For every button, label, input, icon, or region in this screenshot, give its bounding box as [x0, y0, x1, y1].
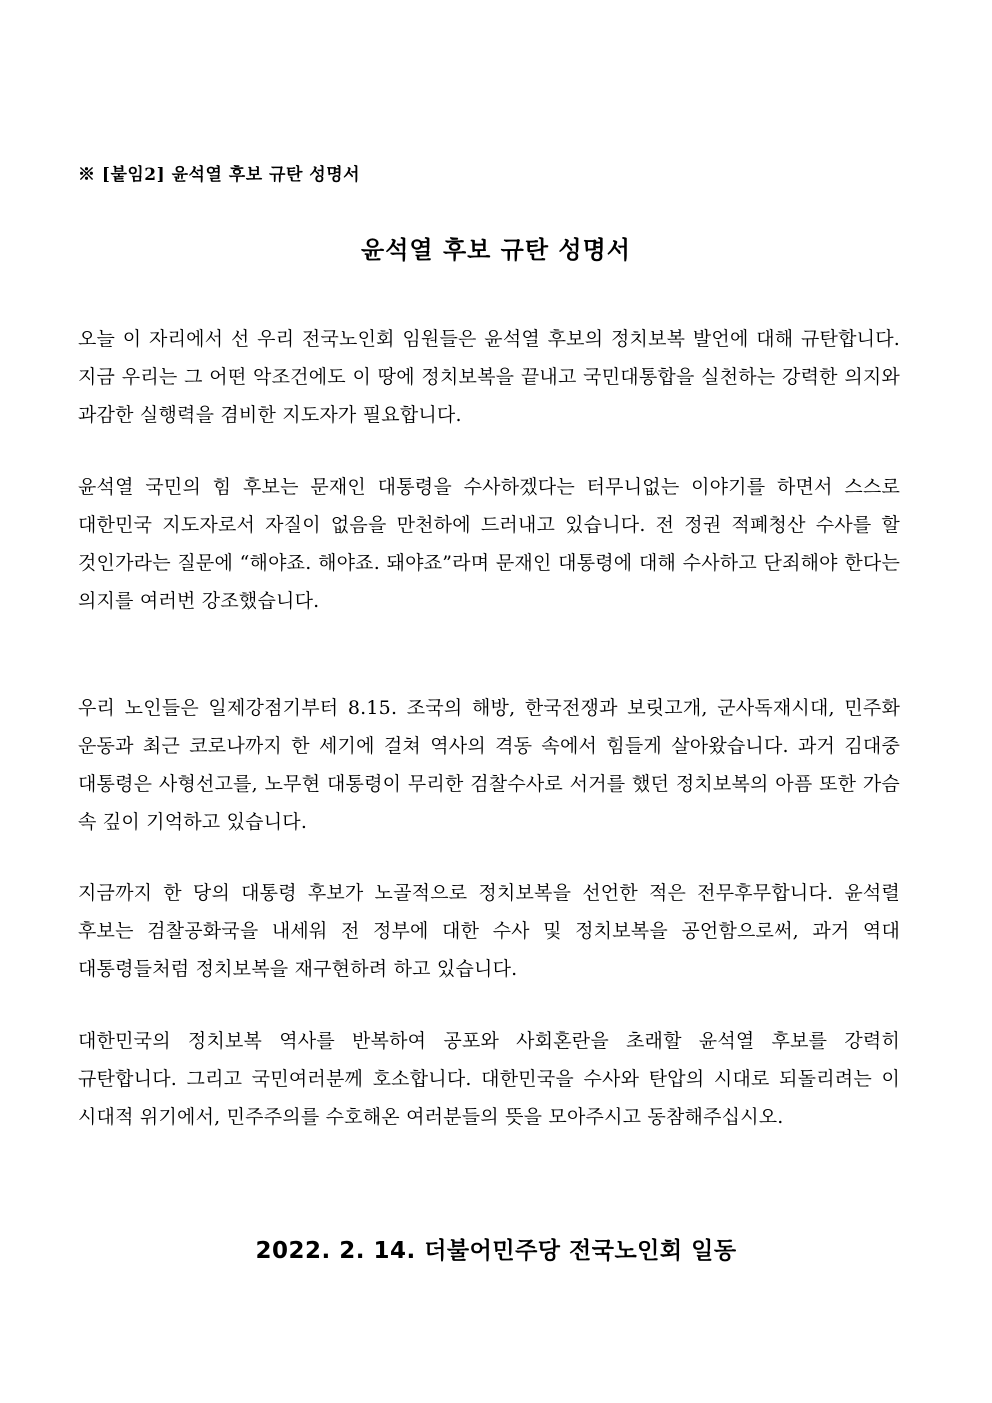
paragraph-4: 지금까지 한 당의 대통령 후보가 노골적으로 정치보복을 선언한 적은 전무후무합니다. 윤석렬 후보는 검찰공화국을 내세워 전 정부에 대한 수사 및 정치보복을 공언함으로써, 과거 역대 대통령들처럼 정치보복을 재구현하려 하고 있습니다.: [78, 882, 900, 980]
paragraph-1: 오늘 이 자리에서 선 우리 전국노인회 임원들은 윤석열 후보의 정치보복 발언에 대해 규탄합니다. 지금 우리는 그 어떤 악조건에도 이 땅에 정치보복을 끝내고 국민대통합을 실천하는 강력한 의지와 과감한 실행력을 겸비한 지도자가 필요합니다.: [78, 328, 900, 426]
paragraph-5: 대한민국의 정치보복 역사를 반복하여 공포와 사회혼란을 초래할 윤석열 후보를 강력히 규탄합니다. 그리고 국민여러분께 호소합니다. 대한민국을 수사와 탄압의 시대로 되돌리려는 이 시대적 위기에서, 민주주의를 수호해온 여러분들의 뜻을 모아주시고 동참해주십시오.: [78, 1030, 900, 1128]
attachment-label: ※ [붙임2] 윤석열 후보 규탄 성명서: [78, 165, 361, 185]
paragraph-3: 우리 노인들은 일제강점기부터 8.15. 조국의 해방, 한국전쟁과 보릿고개, 군사독재시대, 민주화 운동과 최근 코로나까지 한 세기에 걸쳐 역사의 격동 속에서 힘들게 살아왔습니다. 과거 김대중 대통령은 사형선고를, 노무현 대통령이 무리한 검찰수사로 서거를 했던 정치보복의 아픔 또한 가슴 속 깊이 기억하고 있습니다.: [78, 697, 900, 833]
document-title: 윤석열 후보 규탄 성명서: [361, 236, 631, 264]
signature-line: 2022. 2. 14. 더불어민주당 전국노인회 일동: [255, 1238, 737, 1264]
paragraph-2: 윤석열 국민의 힘 후보는 문재인 대통령을 수사하겠다는 터무니없는 이야기를 하면서 스스로 대한민국 지도자로서 자질이 없음을 만천하에 드러내고 있습니다. 전 정권 적폐청산 수사를 할 것인가라는 질문에 “해야죠. 해야죠. 돼야죠”라며 문재인 대통령에 대해 수사하고 단죄해야 한다는 의지를 여러번 강조했습니다.: [78, 476, 900, 612]
